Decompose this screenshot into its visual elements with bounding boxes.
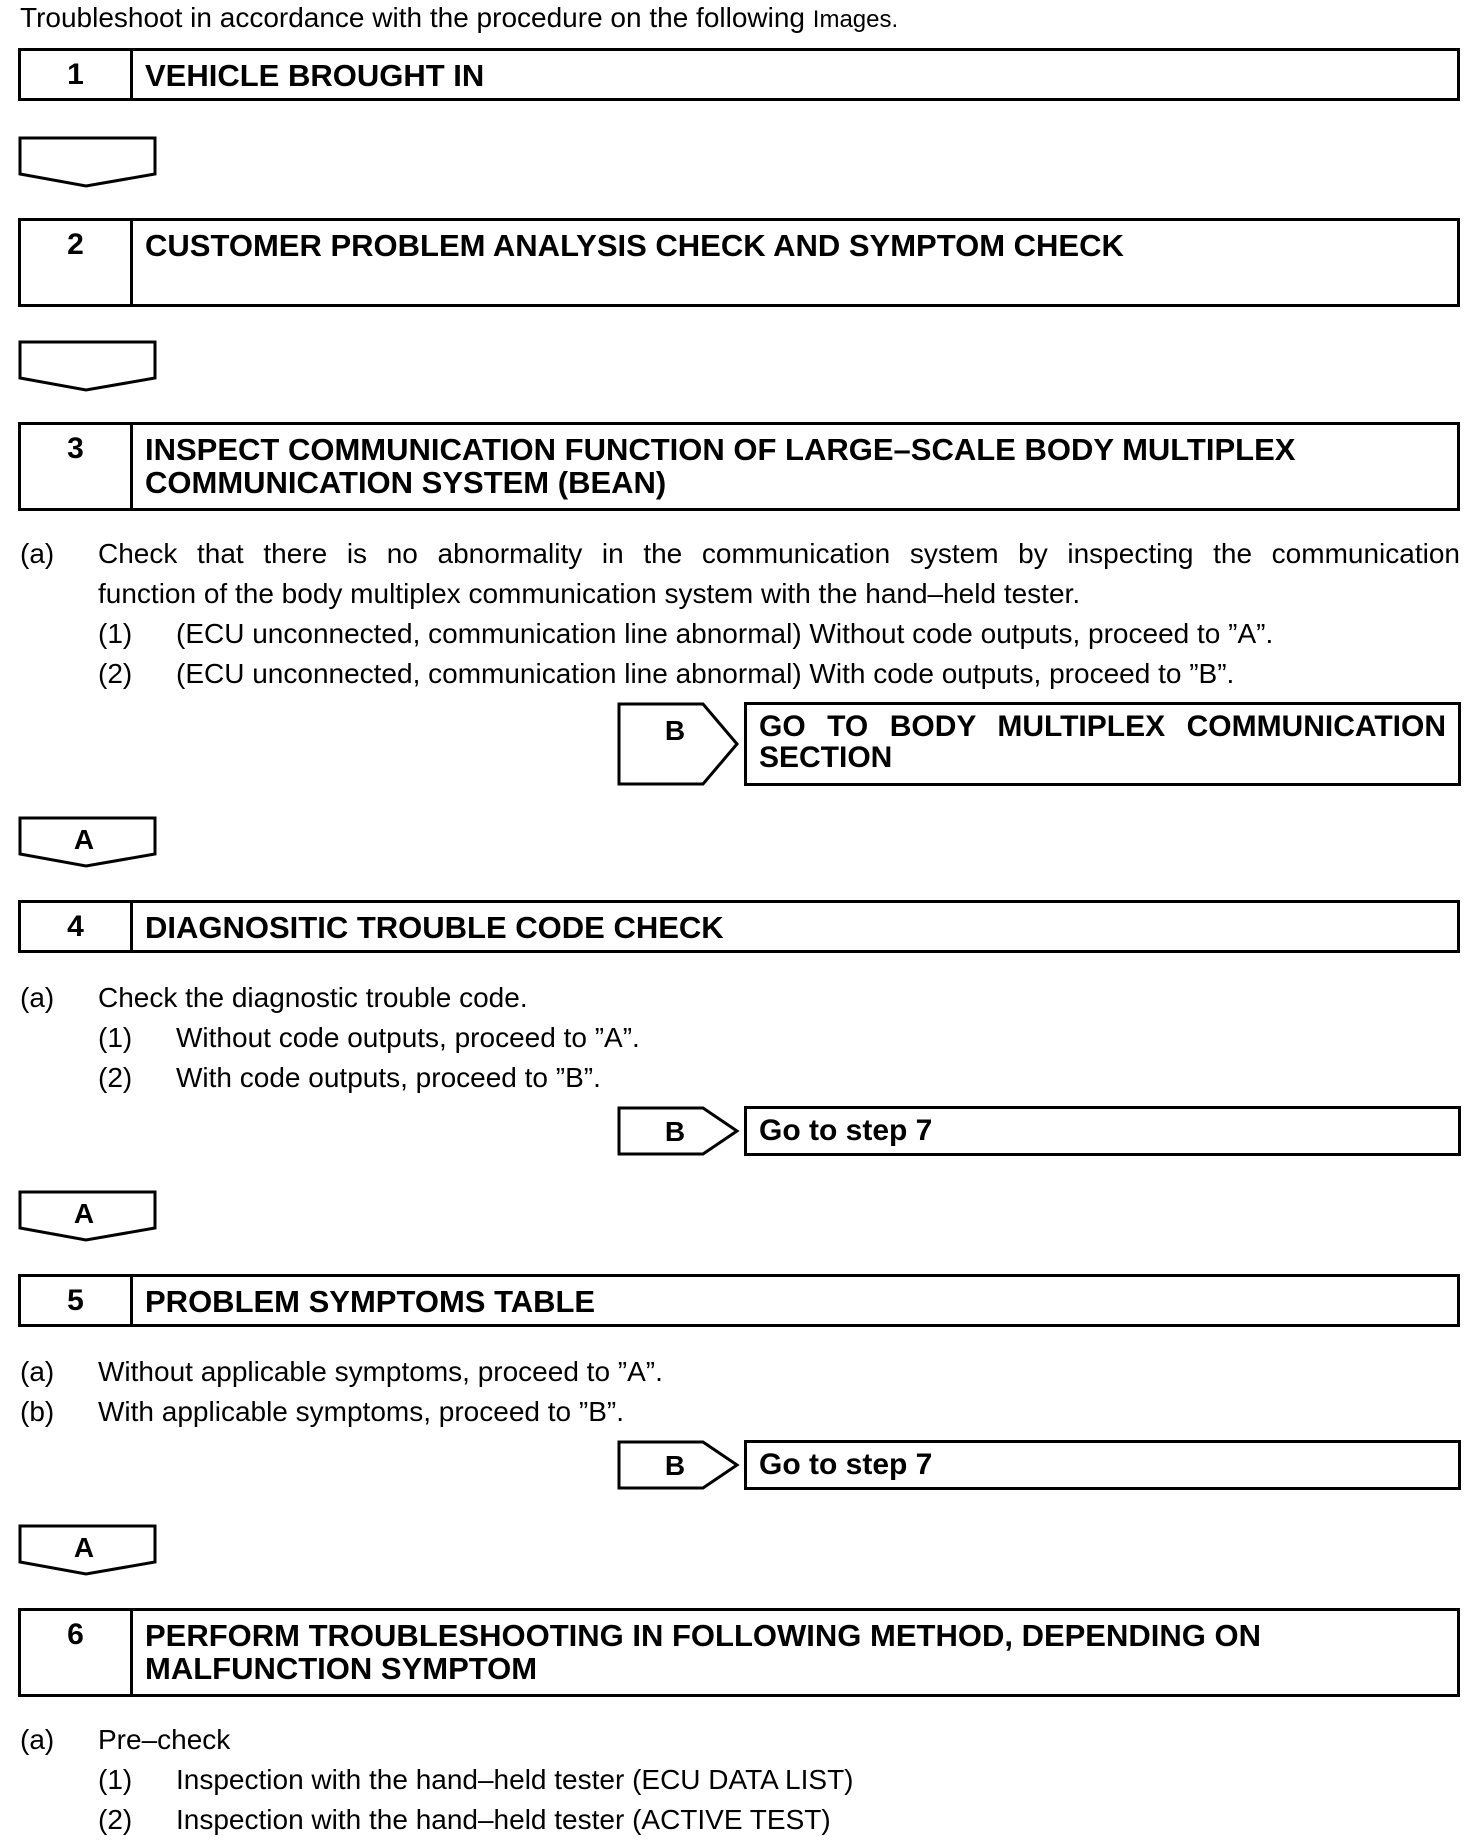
- instruction-text: With applicable symptoms, proceed to ”B”.: [98, 1396, 624, 1427]
- step-1-box: [18, 48, 1460, 101]
- step-number: 4: [21, 903, 133, 950]
- down-arrow-a-icon: [18, 1190, 158, 1244]
- step-number: 5: [21, 1277, 133, 1324]
- subitem-text: Inspection with the hand–held tester (ECU DATA LIST): [176, 1764, 854, 1795]
- branch-label: B: [664, 1116, 686, 1147]
- svg-text:A: A: [73, 1198, 95, 1229]
- down-arrow-icon: [18, 136, 158, 190]
- subitem-text: (ECU unconnected, communication line abnormal) Without code outputs, proceed to ”A”.: [176, 618, 1274, 649]
- instruction-text: Without applicable symptoms, proceed to ”A”.: [98, 1356, 663, 1387]
- branch-target: Go to step 7: [744, 1106, 1461, 1156]
- branch-arrow-icon: [617, 1106, 741, 1156]
- step-title: CUSTOMER PROBLEM ANALYSIS CHECK AND SYMPTOM CHECK: [145, 228, 1124, 263]
- branch-b-step3: [617, 702, 1461, 786]
- branch-arrow-icon: [617, 702, 741, 786]
- subitem-mark: (1): [98, 1022, 133, 1053]
- instruction-text: function of the body multiplex communication system with the hand–held tester.: [98, 578, 1081, 609]
- item-mark: (b): [20, 1396, 55, 1427]
- step-number: 1: [21, 51, 133, 98]
- subitem-mark: (2): [98, 1062, 133, 1093]
- branch-label: B: [664, 715, 686, 746]
- branch-target: Go to step 7: [744, 1440, 1461, 1490]
- svg-text:A: A: [73, 824, 95, 855]
- subitem-mark: (1): [98, 618, 133, 649]
- step-number: 6: [21, 1611, 133, 1694]
- step-title: VEHICLE BROUGHT IN: [145, 58, 485, 93]
- instruction-text: Check that there is no abnormality in the communication system by inspecting the communication: [98, 538, 1460, 569]
- item-mark: (a): [20, 1356, 55, 1387]
- item-mark: (a): [20, 538, 55, 569]
- step-title: DIAGNOSITIC TROUBLE CODE CHECK: [145, 910, 724, 945]
- branch-label: B: [664, 1450, 686, 1481]
- step-2-box: [18, 218, 1460, 307]
- down-arrow-icon: [18, 340, 158, 394]
- branch-target: GO TO BODY MULTIPLEX COMMUNICATION SECTION: [744, 702, 1461, 786]
- instruction-text: Pre–check: [98, 1724, 231, 1755]
- subitem-text: (ECU unconnected, communication line abnormal) With code outputs, proceed to ”B”.: [176, 658, 1235, 689]
- down-arrow-a-icon: [18, 1524, 158, 1578]
- branch-b-step5: [617, 1440, 1461, 1490]
- branch-b-step4: [617, 1106, 1461, 1156]
- subitem-mark: (2): [98, 658, 133, 689]
- item-mark: (a): [20, 982, 55, 1013]
- item-mark: (a): [20, 1724, 55, 1755]
- step-4-box: [18, 900, 1460, 953]
- step-6-box: [18, 1608, 1460, 1697]
- down-arrow-a-icon: [18, 816, 158, 870]
- step-3-box: [18, 422, 1460, 511]
- subitem-text: Without code outputs, proceed to ”A”.: [176, 1022, 640, 1053]
- subitem-text: With code outputs, proceed to ”B”.: [176, 1062, 601, 1093]
- step-5-box: [18, 1274, 1460, 1327]
- step-title: PROBLEM SYMPTOMS TABLE: [145, 1284, 596, 1319]
- subitem-mark: (1): [98, 1764, 133, 1795]
- subitem-text: Inspection with the hand–held tester (ACTIVE TEST): [176, 1804, 831, 1835]
- instruction-text: Check the diagnostic trouble code.: [98, 982, 528, 1013]
- step-number: 2: [21, 221, 133, 304]
- step-title: PERFORM TROUBLESHOOTING IN FOLLOWING METHOD, DEPENDING ON MALFUNCTION SYMPTOM: [145, 1618, 1261, 1686]
- svg-text:A: A: [73, 1532, 95, 1563]
- branch-arrow-icon: [617, 1440, 741, 1490]
- step-number: 3: [21, 425, 133, 508]
- subitem-mark: (2): [98, 1804, 133, 1835]
- intro-text: Troubleshoot in accordance with the procedure on the following Images.: [20, 2, 899, 33]
- step-title: INSPECT COMMUNICATION FUNCTION OF LARGE–SCALE BODY MULTIPLEX COMMUNICATION SYSTEM (BEAN): [145, 432, 1296, 500]
